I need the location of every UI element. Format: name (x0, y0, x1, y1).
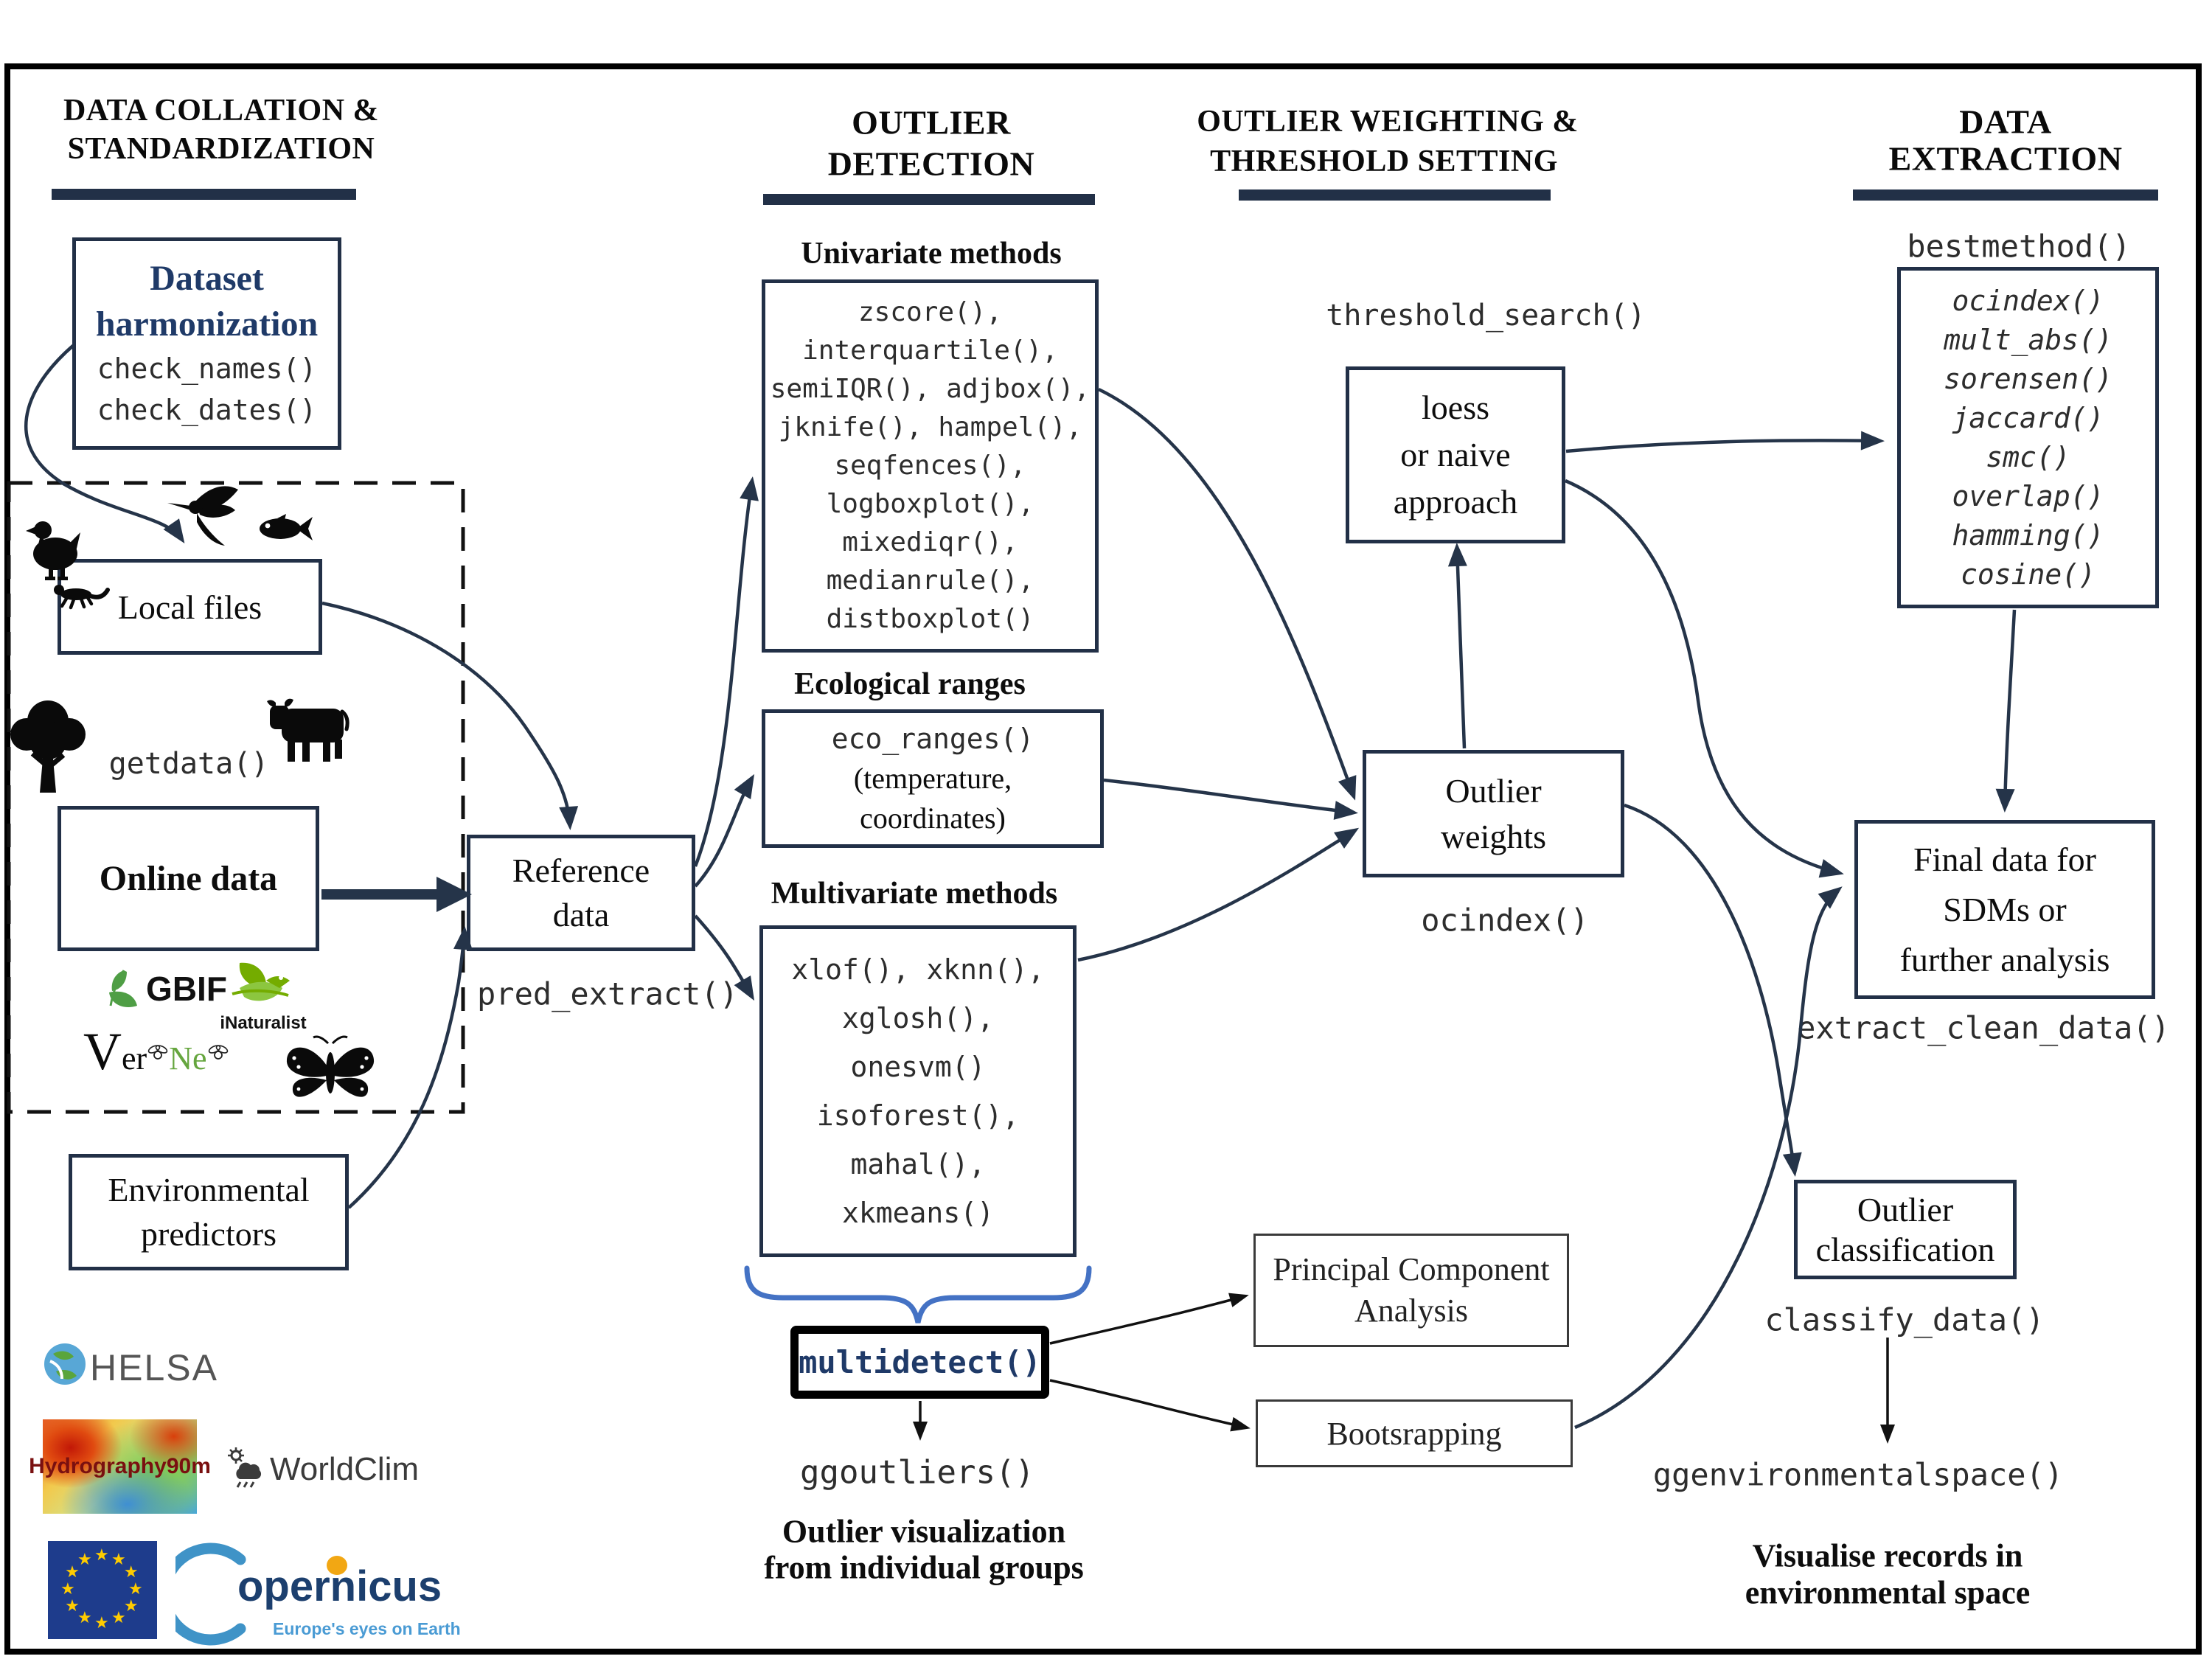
ggoutliers-function: ggoutliers() (800, 1453, 1034, 1492)
eu-star-icon: ★ (65, 1596, 80, 1615)
univariate-method-line: seqfences(), (834, 451, 1026, 481)
inaturalist-label: iNaturalist (220, 1013, 307, 1033)
header-underline (763, 194, 1095, 205)
visualise-caption-line1: Visualise records in (1752, 1537, 2023, 1574)
copernicus-c-icon (175, 1537, 246, 1649)
butterfly-icon (284, 1034, 377, 1113)
hummingbird-icon (166, 481, 243, 551)
outlier-visualization-caption-line1: Outlier visualization (782, 1513, 1066, 1550)
final-data-line1: Final data for (1913, 840, 2096, 878)
dataset-harmonization-title-line2: harmonization (95, 305, 319, 344)
chelsa-label: HELSA (90, 1347, 218, 1388)
loess-line2: or naive (1400, 436, 1511, 473)
arrow-loess-to-bestmethod (1566, 440, 1880, 451)
eco-ranges-sub1: (temperature, (853, 762, 1012, 795)
reference-data-line2: data (552, 896, 610, 933)
ecological-ranges-box (762, 709, 1104, 848)
fly-icon (147, 1042, 169, 1064)
eu-star-icon: ★ (123, 1562, 139, 1582)
column-header-weighting-line1: OUTLIER WEIGHTING & (1197, 105, 1579, 139)
outlier-classification-box (1794, 1180, 2017, 1279)
arrow-weights-to-classification (1624, 805, 1795, 1172)
dataset-harmonization-box (72, 237, 341, 450)
header-underline (1239, 189, 1551, 201)
loess-naive-box (1346, 366, 1565, 543)
arrow-weights-to-loess (1457, 547, 1464, 748)
multivariate-methods-label: Multivariate methods (771, 877, 1058, 911)
environmental-predictors-box (69, 1154, 349, 1270)
outlier-weights-line2: weights (1440, 817, 1547, 855)
loess-line1: loess (1422, 389, 1489, 426)
bootstrapping-box (1256, 1399, 1573, 1467)
eu-star-icon: ★ (111, 1550, 126, 1569)
column-header-detection-line2: DETECTION (827, 145, 1035, 183)
copernicus-label: opernicus (237, 1562, 442, 1610)
inaturalist-logo-icon (225, 956, 296, 1015)
vertnet-logo (83, 1022, 229, 1081)
multivariate-method-line: isoforest(), (816, 1099, 1020, 1132)
univariate-method-line: medianrule(), (826, 566, 1034, 596)
eu-star-icon: ★ (123, 1596, 139, 1615)
arrow-univariate-to-weights (1099, 389, 1354, 796)
online-data-box (58, 806, 319, 951)
cow-icon (265, 697, 350, 769)
univariate-methods-label: Univariate methods (801, 237, 1062, 271)
eu-star-icon: ★ (60, 1579, 75, 1599)
column-header-detection-line1: OUTLIER (852, 103, 1011, 142)
bestmethod-line: jaccard() (1952, 401, 2104, 434)
bootstrapping-label: Bootsrapping (1326, 1415, 1502, 1452)
hydrography90m-label: Hydrography90m (29, 1454, 211, 1478)
header-underline (52, 189, 356, 200)
chelsa-globe-icon (43, 1342, 87, 1386)
univariate-method-line: distboxplot() (826, 604, 1034, 634)
arrow-eco-to-weights (1104, 780, 1354, 813)
blue-brace (747, 1268, 1089, 1323)
fish-icon (258, 512, 314, 545)
bestmethod-line: smc() (1986, 440, 2070, 473)
dataset-harmonization-title-line1: Dataset (150, 259, 264, 298)
final-data-line2: SDMs or (1943, 890, 2067, 928)
check-names-function: check_names() (97, 352, 317, 385)
extract-clean-data-function: extract_clean_data() (1797, 1009, 2170, 1046)
local-files-label: Local files (117, 588, 262, 626)
eu-star-icon: ★ (77, 1550, 92, 1569)
eco-ranges-function: eco_ranges() (831, 723, 1034, 755)
eu-star-icon: ★ (111, 1609, 126, 1628)
threshold-search-function: threshold_search() (1326, 299, 1646, 333)
multidetect-function: multidetect() (799, 1344, 1041, 1380)
visualise-caption-line2: environmental space (1745, 1574, 2031, 1611)
univariate-method-line: mixediqr(), (842, 527, 1018, 557)
pca-line1: Principal Component (1273, 1251, 1550, 1287)
arrow-reference-to-eco (695, 778, 752, 886)
multivariate-method-line: xkmeans() (842, 1197, 994, 1229)
univariate-method-line: semiIQR(), adjbox(), (770, 374, 1091, 404)
getdata-function: getdata() (108, 747, 269, 781)
outlier-classification-line1: Outlier (1857, 1190, 1954, 1228)
arrow-bestmethod-to-final-data (2005, 610, 2014, 808)
pred-extract-function: pred_extract() (476, 975, 739, 1012)
univariate-method-line: zscore(), (858, 297, 1003, 327)
check-dates-function: check_dates() (97, 394, 317, 426)
outlier-weights-box (1363, 750, 1624, 877)
column-header-collation-line2: STANDARDIZATION (67, 132, 375, 166)
bestmethod-line: overlap() (1952, 479, 2104, 512)
column-header-weighting-line2: THRESHOLD SETTING (1210, 145, 1558, 178)
vertnet-ne: Ne (169, 1040, 207, 1077)
tree-icon (6, 699, 90, 793)
column-header-collation-line1: DATA COLLATION & (63, 94, 380, 128)
outlier-classification-line2: classification (1815, 1230, 1995, 1268)
bestmethod-line: cosine() (1960, 557, 2096, 591)
bestmethod-line: sorensen() (1944, 362, 2112, 395)
gbif-logo-icon (102, 967, 147, 1012)
environmental-predictors-line1: Environmental (108, 1171, 310, 1208)
arrow-reference-to-univariate (695, 481, 752, 866)
pca-line2: Analysis (1354, 1293, 1468, 1329)
eu-star-icon: ★ (128, 1579, 143, 1599)
vertnet-er: er (122, 1040, 147, 1077)
ecological-ranges-label: Ecological ranges (794, 667, 1026, 701)
multivariate-method-line: mahal(), (850, 1148, 986, 1180)
bestmethod-line: mult_abs() (1944, 323, 2112, 356)
final-data-line3: further analysis (1899, 940, 2110, 978)
reference-data-line1: Reference (512, 852, 650, 889)
reference-data-box (467, 835, 695, 951)
eu-star-icon: ★ (94, 1613, 109, 1632)
arrow-multidetect-to-pca (1050, 1296, 1245, 1343)
worldclim-label: WorldClim (270, 1451, 420, 1487)
loess-line3: approach (1393, 483, 1518, 521)
lizard-icon (52, 577, 112, 612)
outlier-weights-line1: Outlier (1445, 771, 1542, 810)
univariate-method-line: logboxplot(), (826, 489, 1034, 519)
multidetect-box (790, 1326, 1049, 1399)
column-header-extraction-line1: DATA (1959, 102, 2052, 141)
environmental-predictors-line2: predictors (141, 1215, 276, 1253)
hydrography90m-logo (29, 1419, 211, 1514)
univariate-method-line: interquartile(), (802, 335, 1058, 366)
multivariate-methods-box (759, 925, 1077, 1257)
outlier-visualization-caption-line2: from individual groups (764, 1549, 1084, 1586)
bestmethod-line: hamming() (1952, 518, 2104, 552)
bestmethod-line: ocindex() (1952, 284, 2104, 317)
online-data-label: Online data (99, 859, 278, 898)
univariate-methods-box (762, 279, 1099, 653)
pca-box (1253, 1234, 1569, 1347)
univariate-method-line: jknife(), hampel(), (778, 412, 1082, 442)
bestmethod-function: bestmethod() (1907, 228, 2131, 265)
eu-flag (48, 1541, 157, 1639)
copernicus-tagline: Europe's eyes on Earth (273, 1619, 461, 1638)
worldclim-weather-icon (227, 1447, 264, 1488)
multivariate-method-line: onesvm() (850, 1051, 986, 1083)
ocindex-function: ocindex() (1421, 902, 1589, 939)
duck-icon (24, 515, 80, 584)
arrow-bootstrap-to-final-data (1575, 889, 1839, 1427)
arrow-multivariate-to-weights (1078, 830, 1355, 960)
classify-data-function: classify_data() (1764, 1301, 2045, 1338)
bestmethod-box (1897, 267, 2159, 608)
multivariate-method-line: xlof(), xknn(), (791, 953, 1045, 986)
eu-star-icon: ★ (65, 1562, 80, 1582)
gbif-label: GBIF (146, 970, 227, 1008)
header-underline (1853, 189, 2158, 201)
arrow-multidetect-to-bootstrap (1050, 1380, 1246, 1427)
ggenvironmentalspace-function: ggenvironmentalspace() (1652, 1456, 2064, 1493)
arrow-local-files-to-reference (322, 603, 570, 826)
eu-star-icon: ★ (77, 1609, 92, 1628)
multivariate-method-line: xglosh(), (842, 1002, 994, 1034)
column-header-extraction-line2: EXTRACTION (1888, 139, 2123, 178)
vertnet-v: V (83, 1022, 122, 1081)
fly-icon (207, 1042, 229, 1064)
eco-ranges-sub2: coordinates) (860, 801, 1006, 835)
eu-star-icon: ★ (94, 1545, 109, 1565)
final-data-box (1854, 820, 2155, 999)
